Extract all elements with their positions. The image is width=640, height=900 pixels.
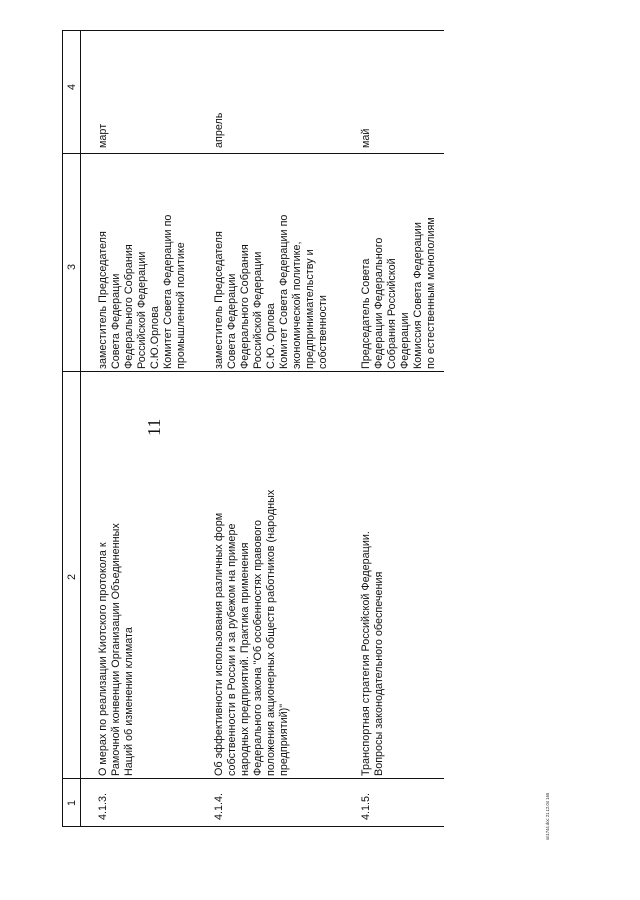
row-title: О мерах по реализации Киотского протокола к Рамочной конвенции Организации Объединенных Наций об изменении климата xyxy=(97,523,135,776)
row-month: апрель xyxy=(213,112,225,148)
column-rule-3-4 xyxy=(62,153,444,154)
page-number: 11 xyxy=(144,418,164,436)
row-title: Об эффективности использования различных форм собственности в России и за рубежом на примере народных предприятий. Практика применения Федерального закона "Об особенностях правового положения акционерных обществ работников (народных предприятий)" xyxy=(213,489,290,776)
header-col-2: 2 xyxy=(66,573,78,580)
column-rule-1-2 xyxy=(62,778,444,779)
row-month: март xyxy=(97,123,109,148)
column-rule-2-3 xyxy=(62,371,444,372)
row-title: Транспортная стратегия Российской Федерации. Вопросы законодательного обеспечения xyxy=(360,531,385,776)
row-number: 4.1.4. xyxy=(213,792,225,820)
table-top-rule xyxy=(62,30,444,31)
header-col-3: 3 xyxy=(66,263,78,270)
row-month: май xyxy=(360,128,372,148)
table-bottom-rule xyxy=(62,826,444,827)
row-number: 4.1.5. xyxy=(360,792,372,820)
row-responsible: заместитель Председателя Совета Федерации Федерального Собрания Российской Федерации С.Ю.Орлова Комитет Совета Федерации по промышленной политике xyxy=(97,214,187,369)
row-number: 4.1.3. xyxy=(97,792,109,820)
table-header-rule xyxy=(80,30,81,826)
header-col-1: 1 xyxy=(66,799,78,806)
row-responsible: Председатель Совета Федерации Федерального Собрания Российской Федерации Комиссия Совета Федерации по естественным монополиям xyxy=(360,217,437,369)
document-footer-note: sn1744.doc 21.12.04 165 xyxy=(545,792,550,840)
table-left-rule xyxy=(62,30,63,826)
header-col-4: 4 xyxy=(66,83,78,90)
row-responsible: заместитель Председателя Совета Федерации Федерального Собрания Российской Федерации С.Ю. Орлова Комитет Совета Федерации по экономической политике, предпринимательству и собственности xyxy=(213,214,329,369)
